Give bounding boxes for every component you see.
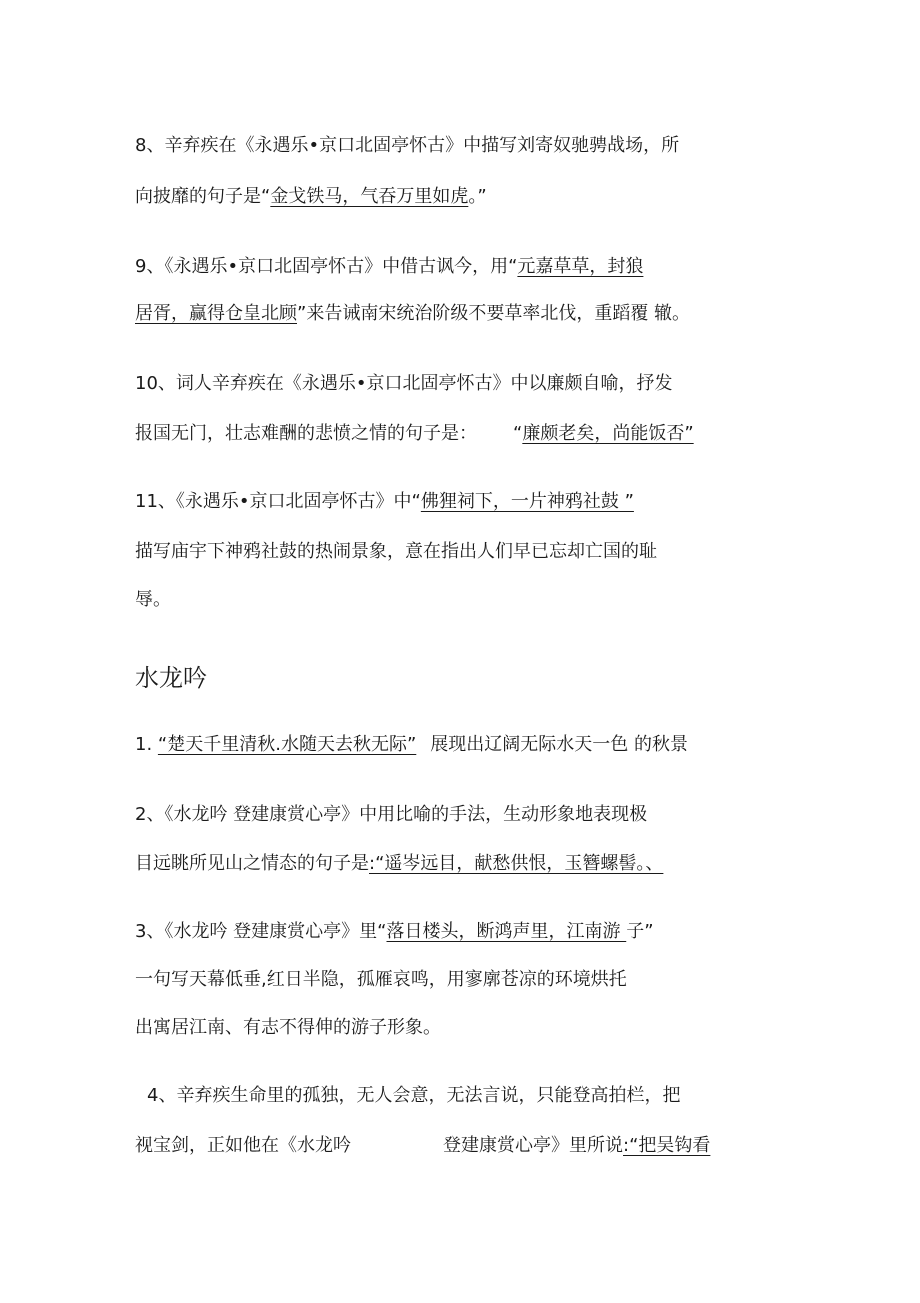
q8-line-1: 8、辛弃疾在《永遇乐•京口北固亭怀古》中描写刘寄奴驰骋战场，所	[135, 135, 680, 156]
q8-answer: 金戈铁马，气吞万里如虎	[270, 186, 469, 207]
q9-answer-part-2: 居胥，赢得仓皇北顾	[135, 303, 297, 324]
s2-prompt: 目远眺所见山之情态的句子是	[135, 853, 369, 874]
s4-line-2	[135, 1134, 710, 1158]
q10-answer: 廉颇老矣，尚能饭否”	[522, 423, 694, 444]
q11-line-3: 辱。	[135, 589, 171, 610]
s3-prompt: 3、《水龙吟 登建康赏心亭》里“	[135, 921, 387, 942]
s1-answer: “楚天千里清秋.水随天去秋无际”	[157, 734, 417, 755]
s3-closing: 子”	[626, 921, 654, 942]
q9-prompt: 9、《永遇乐•京口北固亭怀古》中借古讽今，用“	[135, 256, 518, 277]
s1-number: 1.	[135, 734, 158, 755]
q9-line-1	[135, 255, 643, 279]
s3-line-3: 出寓居江南、有志不得伸的游子形象。	[135, 1017, 441, 1038]
s2-line-2	[135, 852, 663, 876]
s4-answer: :“把吴钩看	[623, 1135, 711, 1156]
q8-prompt: 向披靡的句子是“	[135, 186, 271, 207]
q11-prompt: 11、《永遇乐•京口北固亭怀古》中“	[135, 491, 421, 512]
q10-line-2	[135, 422, 694, 446]
s1-line-1	[135, 733, 688, 757]
s3-line-2: 一句写天幕低垂,红日半隐，孤雁哀鸣，用寥廓苍凉的环境烘托	[135, 969, 627, 990]
q10-open-quote: “	[513, 423, 523, 444]
q8-line-2	[135, 185, 487, 209]
q11-line-1	[135, 490, 634, 514]
q9-answer-part-1: 元嘉草草，封狼	[517, 256, 644, 277]
s3-answer: 落日楼头，断鸿声里，江南游	[386, 921, 627, 942]
q9-line-2	[135, 302, 690, 326]
q10-line-1: 10、词人辛弃疾在《永遇乐•京口北固亭怀古》中以廉颇自喻，抒发	[135, 373, 673, 394]
q10-prompt: 报国无门，壮志难酬的悲愤之情的句子是：	[135, 423, 477, 444]
q9-explanation: ”来告诫南宋统治阶级不要草率北伐，重蹈覆 辙。	[297, 303, 691, 324]
s2-answer: :“遥岑远目，献愁供恨，玉簪螺髻。、	[369, 853, 664, 874]
s4-text-b: 登建康赏心亭》里所说	[443, 1135, 623, 1156]
s3-line-1	[135, 920, 654, 944]
q11-line-2: 描写庙宇下神鸦社鼓的热闹景象，意在指出人们早已忘却亡国的耻	[135, 541, 657, 562]
q8-closing: 。”	[468, 186, 487, 207]
section-heading: 水龙吟	[135, 664, 207, 692]
s4-text-a: 视宝剑，正如他在《水龙吟	[135, 1135, 351, 1156]
q11-answer: 佛狸祠下，一片神鸦社鼓 ”	[420, 491, 634, 512]
s4-line-1: 4、辛弃疾生命里的孤独，无人会意，无法言说，只能登高拍栏，把	[147, 1085, 681, 1106]
s1-explanation: 展现出辽阔无际水天一色 的秋景	[430, 734, 689, 755]
s2-line-1: 2、《水龙吟 登建康赏心亭》中用比喻的手法，生动形象地表现极	[135, 804, 648, 825]
